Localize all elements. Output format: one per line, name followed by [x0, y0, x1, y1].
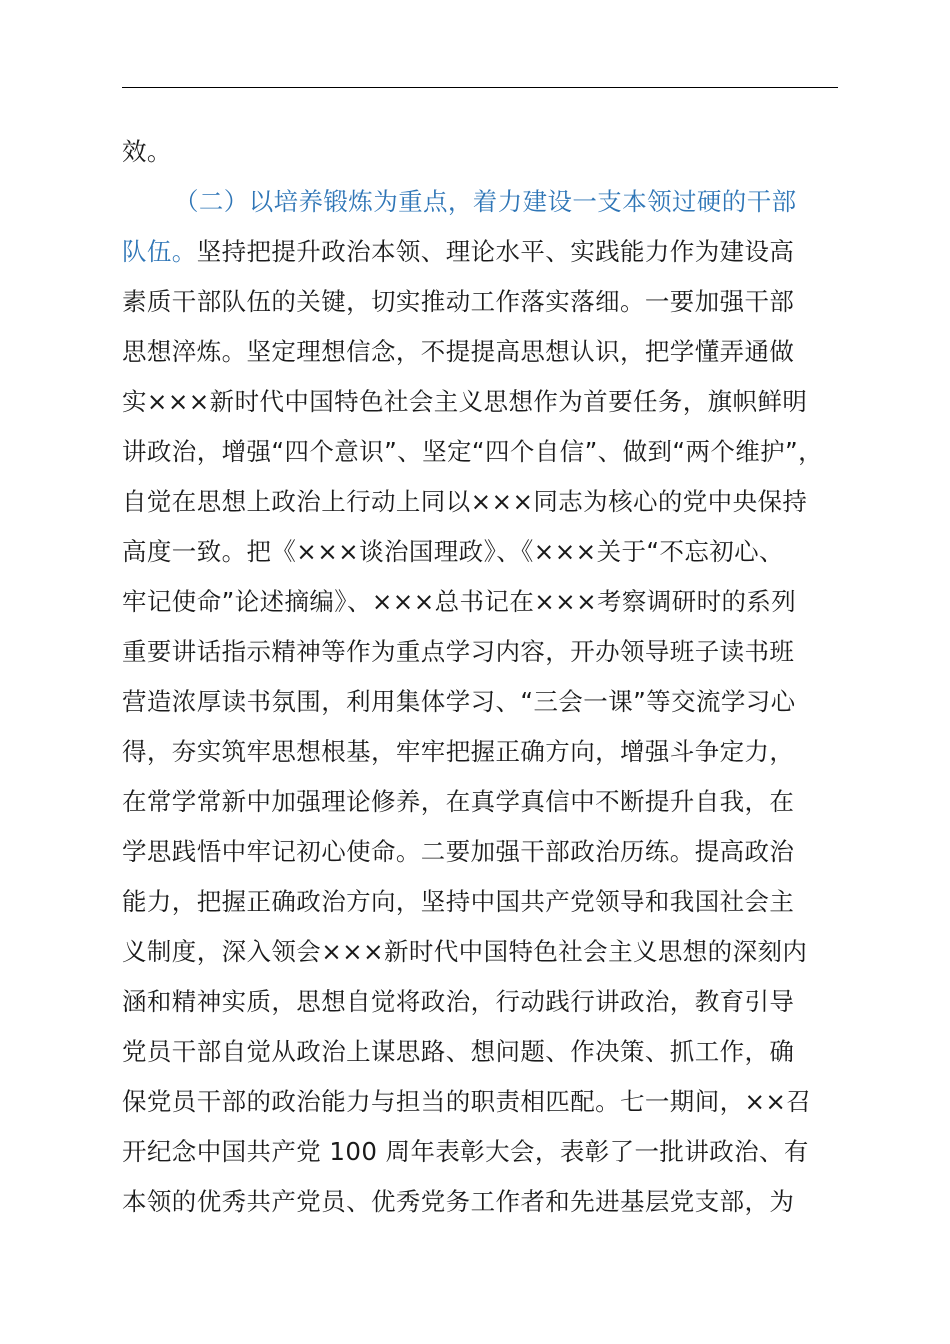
- heading-text: （二）以培养锻炼为重点，着力建设一支本领过硬的干部: [174, 187, 797, 216]
- text-line: 学思践悟中牢记初心使命。二要加强干部政治历练。提高政治: [122, 837, 795, 866]
- text-line: 保党员干部的政治能力与担当的职责相匹配。七一期间，××召: [122, 1087, 812, 1116]
- text-line: 在常学常新中加强理论修养，在真学真信中不断提升自我，在: [122, 787, 795, 816]
- text-line: 素质干部队伍的关键，切实推动工作落实落细。一要加强干部: [122, 287, 795, 316]
- text-line: 队伍。坚持把提升政治本领、理论水平、实践能力作为建设高: [122, 237, 795, 266]
- section-heading: [122, 177, 842, 227]
- text-line: 涵和精神实质，思想自觉将政治，行动践行讲政治，教育引导: [122, 987, 795, 1016]
- text-line: 能力，把握正确政治方向，坚持中国共产党领导和我国社会主: [122, 887, 795, 916]
- body-text: [122, 127, 842, 1227]
- text-line: 自觉在思想上政治上行动上同以×××同志为核心的党中央保持: [122, 487, 808, 516]
- text-line: 重要讲话指示精神等作为重点学习内容，开办领导班子读书班: [122, 637, 795, 666]
- header-rule: [122, 87, 838, 88]
- text-line: 营造浓厚读书氛围，利用集体学习、“三会一课”等交流学习心: [122, 687, 796, 716]
- text-line: 义制度，深入领会×××新时代中国特色社会主义思想的深刻内: [122, 937, 808, 966]
- text-line: 牢记使命”论述摘编》、×××总书记在×××考察调研时的系列: [122, 587, 797, 616]
- text-line: 得，夯实筑牢思想根基，牢牢把握正确方向，增强斗争定力，: [122, 737, 795, 766]
- text-line: 效。: [122, 137, 172, 166]
- text-line: 讲政治，增强“四个意识”、坚定“四个自信”、做到“两个维护”，: [122, 437, 824, 466]
- text-line: 开纪念中国共产党 100 周年表彰大会，表彰了一批讲政治、有: [122, 1137, 809, 1166]
- text-line: 高度一致。把《×××谈治国理政》、《×××关于“不忘初心、: [122, 537, 784, 566]
- text-line: 党员干部自觉从政治上谋思路、想问题、作决策、抓工作，确: [122, 1037, 795, 1066]
- text-line: 本领的优秀共产党员、优秀党务工作者和先进基层党支部，为: [122, 1187, 795, 1216]
- heading-text: 队伍。: [122, 237, 197, 266]
- text-line: 实×××新时代中国特色社会主义思想作为首要任务，旗帜鲜明: [122, 387, 808, 416]
- text-line: 思想淬炼。坚定理想信念，不提提高思想认识，把学懂弄通做: [122, 337, 795, 366]
